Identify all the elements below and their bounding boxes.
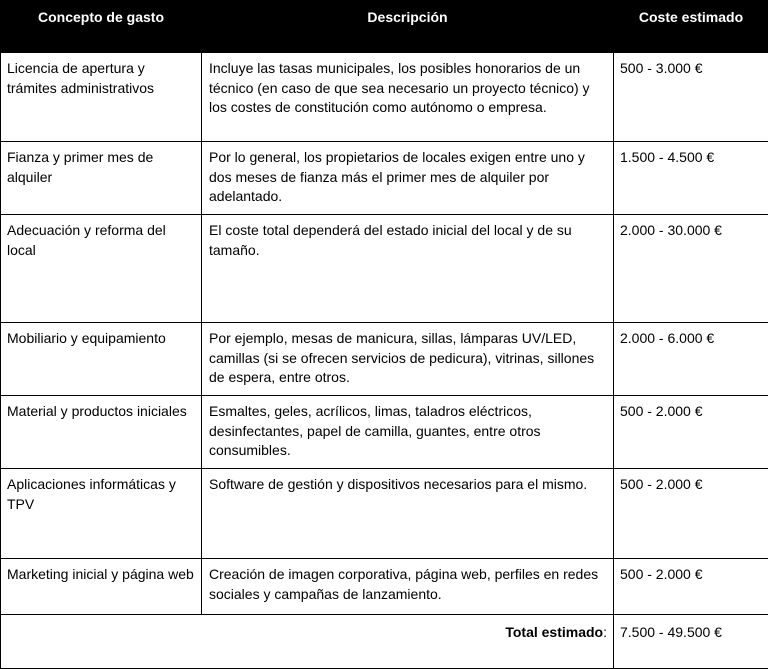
table-row <box>1 323 768 396</box>
table-row <box>1 53 768 142</box>
cost-cell: 500 - 2.000 € <box>614 559 768 615</box>
total-label: Total estimado <box>505 624 603 640</box>
concept-cell: Aplicaciones informáticas y TPV <box>1 469 202 559</box>
concept-cell: Licencia de apertura y trámites administrativos <box>1 53 202 142</box>
header-row <box>1 1 768 53</box>
concept-cell: Material y productos iniciales <box>1 396 202 469</box>
description-cell: Por lo general, los propietarios de locales exigen entre uno y dos meses de fianza más el primer mes de alquiler por adelantado. <box>202 142 614 215</box>
concept-cell: Mobiliario y equipamiento <box>1 323 202 396</box>
total-row <box>1 615 768 669</box>
cost-cell: 2.000 - 6.000 € <box>614 323 768 396</box>
cost-cell: 500 - 2.000 € <box>614 396 768 469</box>
header-concept: Concepto de gasto <box>1 1 202 53</box>
cost-cell: 500 - 2.000 € <box>614 469 768 559</box>
total-value: 7.500 - 49.500 € <box>614 615 768 669</box>
total-label-cell <box>1 615 614 669</box>
header-cost: Coste estimado <box>614 1 768 53</box>
description-cell: Software de gestión y dispositivos necesarios para el mismo. <box>202 469 614 559</box>
table-row <box>1 396 768 469</box>
table-body <box>1 53 768 669</box>
cost-cell: 500 - 3.000 € <box>614 53 768 142</box>
description-cell: Incluye las tasas municipales, los posibles honorarios de un técnico (en caso de que sea necesario un proyecto técnico) y los costes de constitución como autónomo o empresa. <box>202 53 614 142</box>
table-row <box>1 469 768 559</box>
total-label-suffix: : <box>603 624 607 640</box>
concept-cell: Adecuación y reforma del local <box>1 215 202 323</box>
cost-cell: 2.000 - 30.000 € <box>614 215 768 323</box>
table-row <box>1 215 768 323</box>
description-cell: Creación de imagen corporativa, página web, perfiles en redes sociales y campañas de lanzamiento. <box>202 559 614 615</box>
description-cell: Por ejemplo, mesas de manicura, sillas, lámparas UV/LED, camillas (si se ofrecen servicios de pedicura), vitrinas, sillones de espera, entre otros. <box>202 323 614 396</box>
concept-cell: Fianza y primer mes de alquiler <box>1 142 202 215</box>
concept-cell: Marketing inicial y página web <box>1 559 202 615</box>
table-header <box>1 1 768 53</box>
cost-cell: 1.500 - 4.500 € <box>614 142 768 215</box>
description-cell: El coste total dependerá del estado inicial del local y de su tamaño. <box>202 215 614 323</box>
description-cell: Esmaltes, geles, acrílicos, limas, taladros eléctricos, desinfectantes, papel de camilla, guantes, entre otros consumibles. <box>202 396 614 469</box>
table-row <box>1 559 768 615</box>
table-row <box>1 142 768 215</box>
header-description: Descripción <box>202 1 614 53</box>
